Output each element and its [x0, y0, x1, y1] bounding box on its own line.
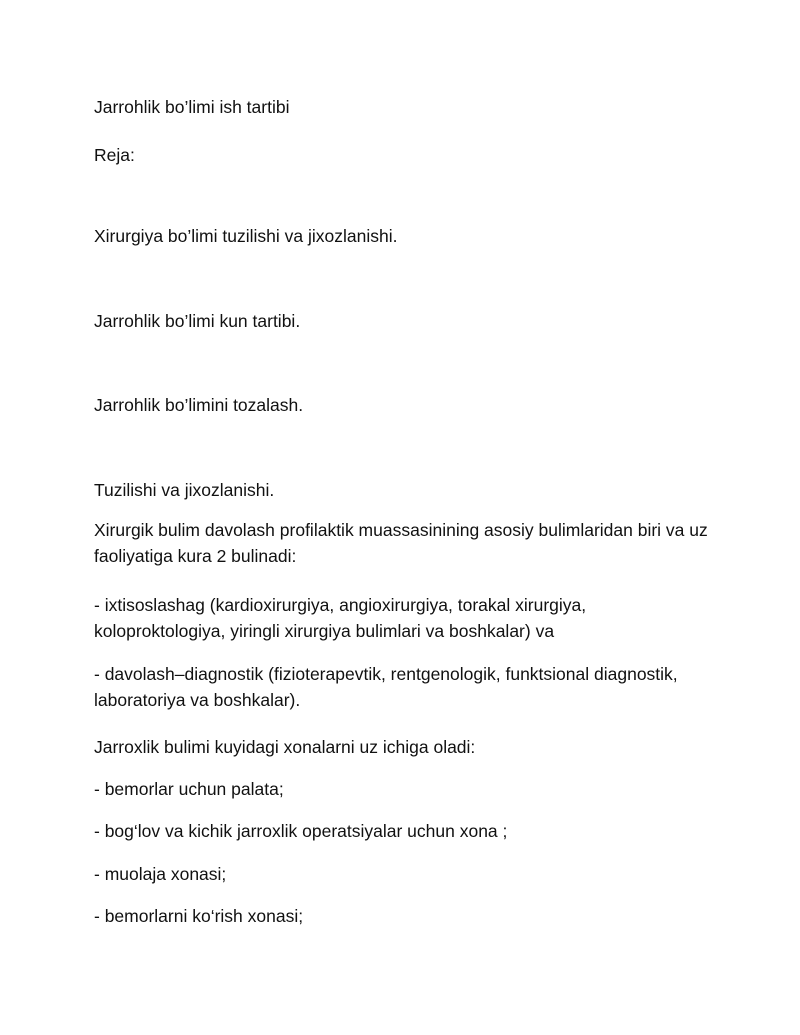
- section-heading: Tuzilishi va jixozlanishi.: [94, 480, 275, 500]
- plan-item-1: Xirurgiya bo’limi tuzilishi va jixozlanishi.: [94, 226, 398, 246]
- plan-label: Reja:: [94, 145, 135, 165]
- list-item-wards: - bemorlar uchun palata;: [94, 779, 284, 799]
- plan-item-3: Jarrohlik bo’limini tozalash.: [94, 395, 304, 415]
- paragraph-diagnostic: - davolash–diagnostik (fizioterapevtik, rentgenologik, funktsional diagnostik, laboratoriya va boshkalar).: [94, 664, 678, 710]
- list-item-dressing-room: - bog‘lov va kichik jarroxlik operatsiyalar uchun xona ;: [94, 821, 508, 841]
- list-item-exam-room: - bemorlarni ko‘rish xonasi;: [94, 906, 304, 926]
- plan-item-2: Jarrohlik bo’limi kun tartibi.: [94, 311, 301, 331]
- paragraph-intro: Xirurgik bulim davolash profilaktik muassasinining asosiy bulimlaridan biri va uz faoliyatiga kura 2 bulinadi:: [94, 520, 708, 566]
- paragraph-specialized: - ixtisoslashag (kardioxirurgiya, angioxirurgiya, torakal xirurgiya, koloproktologiya, yiringli xirurgiya bulimlari va boshkalar) va: [94, 595, 587, 641]
- list-item-procedure-room: - muolaja xonasi;: [94, 864, 227, 884]
- document-title: Jarrohlik bo’limi ish tartibi: [94, 97, 290, 117]
- paragraph-rooms-intro: Jarroxlik bulimi kuyidagi xonalarni uz ichiga oladi:: [94, 737, 476, 757]
